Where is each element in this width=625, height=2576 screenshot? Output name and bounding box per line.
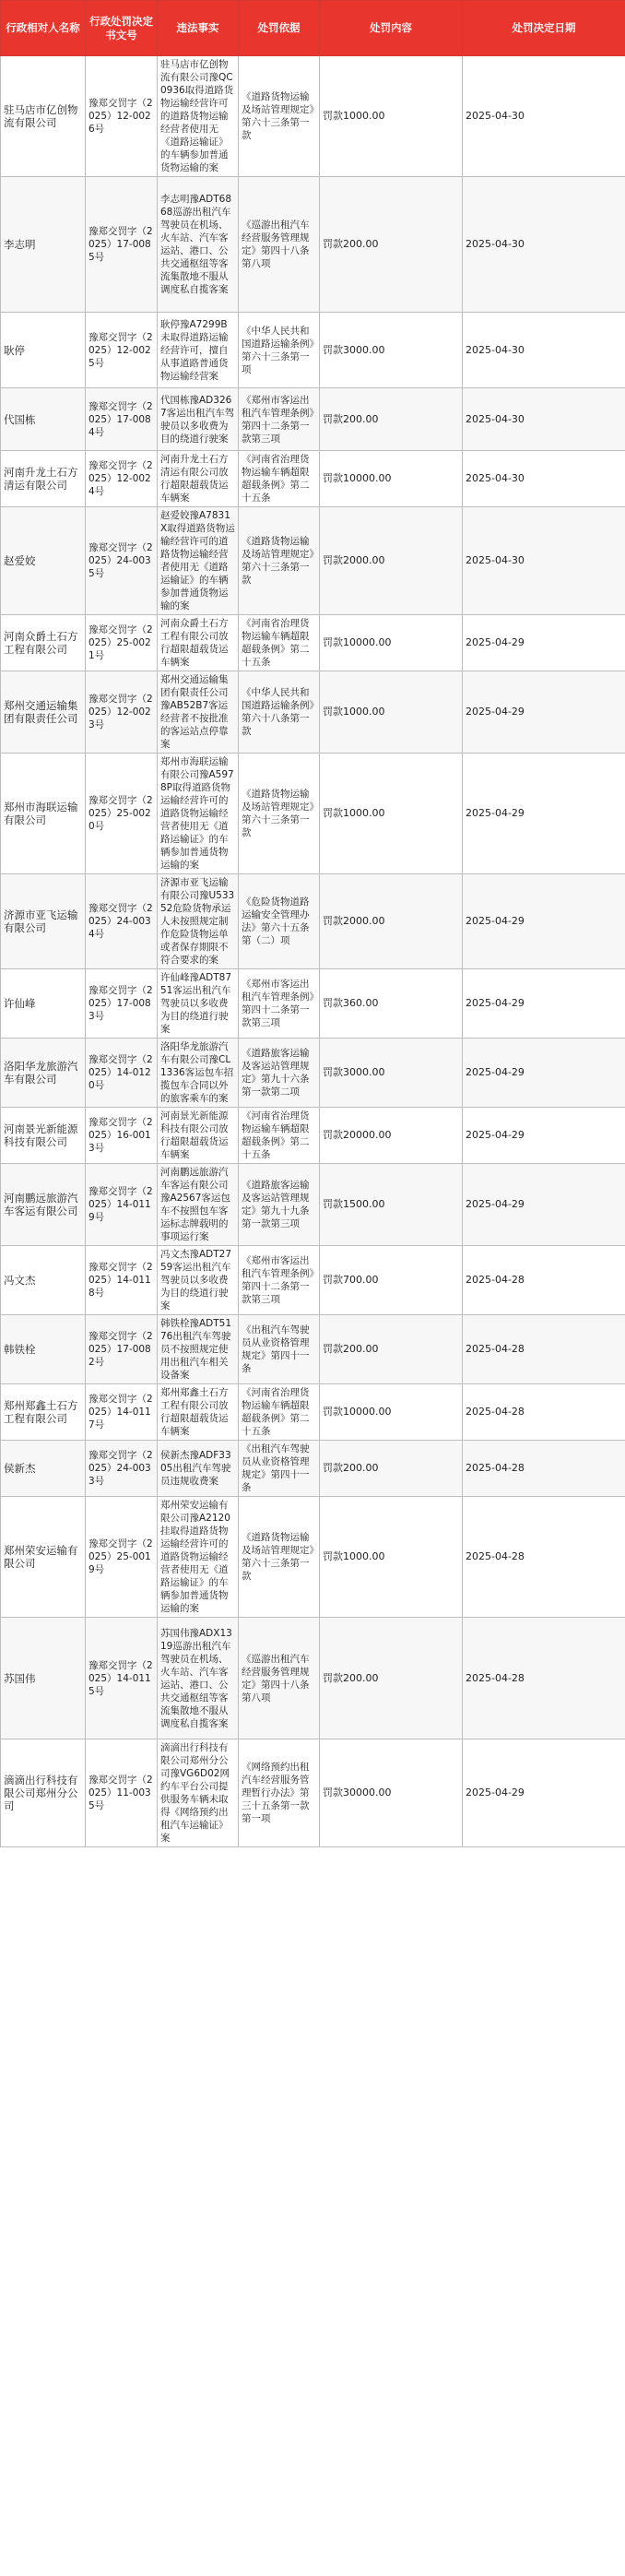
cell-fact: 郑州交通运输集团有限责任公司豫AB52B7客运经营者不按批准的客运站点停靠案 — [158, 671, 239, 754]
table-row — [1, 1497, 625, 1618]
cell-content: 罚款20000.00 — [320, 1108, 463, 1164]
cell-party: 滴滴出行科技有限公司郑州分公司 — [1, 1739, 86, 1847]
cell-basis: 《郑州市客运出租汽车管理条例》第四十二条第一款第三项 — [239, 1246, 320, 1315]
cell-fact: 河南景光新能源科技有限公司放行超限超载货运车辆案 — [158, 1108, 239, 1164]
cell-content: 罚款10000.00 — [320, 1384, 463, 1441]
cell-party: 郑州交通运输集团有限责任公司 — [1, 671, 86, 754]
table-row — [1, 671, 625, 754]
cell-party: 河南升龙土石方清运有限公司 — [1, 451, 86, 507]
table-row — [1, 1108, 625, 1164]
cell-fact: 苏国伟豫ADX1319巡游出租汽车驾驶员在机场、火车站、汽车客运站、港口、公共交通枢纽等客流集散地不服从调度私自揽客案 — [158, 1618, 239, 1739]
cell-doc-number: 豫郑交罚字（2025）11-0035号 — [86, 1739, 158, 1847]
cell-doc-number: 豫郑交罚字（2025）24-0035号 — [86, 507, 158, 615]
cell-basis: 《中华人民共和国道路运输条例》第六十八条第一款 — [239, 671, 320, 754]
cell-fact: 济源市亚飞运输有限公司豫U53352危险货物承运人未按照规定制作危险货物运单或者保存期限不符合要求的案 — [158, 874, 239, 969]
cell-party: 河南鹏远旅游汽车客运有限公司 — [1, 1164, 86, 1246]
header-fact: 违法事实 — [158, 1, 239, 56]
cell-date: 2025-04-30 — [463, 313, 625, 388]
table-row — [1, 1384, 625, 1441]
cell-date: 2025-04-28 — [463, 1618, 625, 1739]
cell-fact: 韩铁栓豫ADT5176出租汽车驾驶员不按照规定使用出租汽车相关设备案 — [158, 1315, 239, 1384]
cell-fact: 许仙峰豫ADT8751客运出租汽车驾驶员以多收费为目的绕道行驶案 — [158, 969, 239, 1039]
cell-doc-number: 豫郑交罚字（2025）14-0120号 — [86, 1039, 158, 1108]
table-row — [1, 969, 625, 1039]
cell-party: 冯文杰 — [1, 1246, 86, 1315]
cell-date: 2025-04-29 — [463, 1108, 625, 1164]
cell-doc-number: 豫郑交罚字（2025）12-0026号 — [86, 56, 158, 177]
cell-basis: 《道路旅客运输及客运站管理规定》第九十九条第一款第三项 — [239, 1164, 320, 1246]
cell-fact: 侯新杰豫ADF3305出租汽车驾驶员违规收费案 — [158, 1441, 239, 1497]
table-row — [1, 56, 625, 177]
cell-fact: 李志明豫ADT6868巡游出租汽车驾驶员在机场、火车站、汽车客运站、港口、公共交通枢纽等客流集散地不服从调度私自揽客案 — [158, 177, 239, 313]
cell-doc-number: 豫郑交罚字（2025）16-0013号 — [86, 1108, 158, 1164]
cell-fact: 耿停豫A7299B未取得道路运输经营许可，擅自从事道路普通货物运输经营案 — [158, 313, 239, 388]
cell-content: 罚款10000.00 — [320, 451, 463, 507]
cell-basis: 《郑州市客运出租汽车管理条例》第四十二条第一款第三项 — [239, 388, 320, 451]
cell-party: 郑州市海联运输有限公司 — [1, 754, 86, 874]
table-row — [1, 1739, 625, 1847]
cell-content: 罚款2000.00 — [320, 874, 463, 969]
cell-party: 侯新杰 — [1, 1441, 86, 1497]
cell-doc-number: 豫郑交罚字（2025）24-0034号 — [86, 874, 158, 969]
cell-content: 罚款1000.00 — [320, 754, 463, 874]
cell-basis: 《危险货物道路运输安全管理办法》第六十五条第（二）项 — [239, 874, 320, 969]
cell-party: 韩铁栓 — [1, 1315, 86, 1384]
table-row — [1, 1164, 625, 1246]
header-content: 处罚内容 — [320, 1, 463, 56]
cell-party: 河南景光新能源科技有限公司 — [1, 1108, 86, 1164]
cell-content: 罚款200.00 — [320, 1441, 463, 1497]
table-row — [1, 388, 625, 451]
cell-basis: 《河南省治理货物运输车辆超限超载条例》第二十五条 — [239, 1384, 320, 1441]
cell-date: 2025-04-28 — [463, 1315, 625, 1384]
cell-doc-number: 豫郑交罚字（2025）17-0082号 — [86, 1315, 158, 1384]
cell-basis: 《中华人民共和国道路运输条例》第六十三条第一项 — [239, 313, 320, 388]
cell-basis: 《道路货物运输及场站管理规定》第六十三条第一款 — [239, 56, 320, 177]
cell-content: 罚款2000.00 — [320, 507, 463, 615]
table-row — [1, 615, 625, 671]
cell-party: 代国栋 — [1, 388, 86, 451]
cell-party: 苏国伟 — [1, 1618, 86, 1739]
cell-fact: 郑州荣安运输有限公司豫A2120挂取得道路货物运输经营许可的道路货物运输经营者使用无《道路运输证》的车辆参加普通货物运输的案 — [158, 1497, 239, 1618]
table-row — [1, 1618, 625, 1739]
cell-fact: 河南升龙土石方清运有限公司放行超限超载货运车辆案 — [158, 451, 239, 507]
cell-basis: 《道路货物运输及场站管理规定》第六十三条第一款 — [239, 754, 320, 874]
cell-doc-number: 豫郑交罚字（2025）24-0033号 — [86, 1441, 158, 1497]
cell-date: 2025-04-29 — [463, 969, 625, 1039]
cell-content: 罚款1500.00 — [320, 1164, 463, 1246]
cell-party: 赵爱姣 — [1, 507, 86, 615]
table-row — [1, 1441, 625, 1497]
header-doc-number: 行政处罚决定书文号 — [86, 1, 158, 56]
cell-party: 洛阳华龙旅游汽车有限公司 — [1, 1039, 86, 1108]
cell-content: 罚款1000.00 — [320, 1497, 463, 1618]
cell-date: 2025-04-28 — [463, 1497, 625, 1618]
cell-basis: 《网络预约出租汽车经营服务管理暂行办法》第三十五条第一款第一项 — [239, 1739, 320, 1847]
cell-date: 2025-04-28 — [463, 1246, 625, 1315]
cell-party: 许仙峰 — [1, 969, 86, 1039]
cell-date: 2025-04-30 — [463, 177, 625, 313]
cell-date: 2025-04-28 — [463, 1384, 625, 1441]
cell-date: 2025-04-29 — [463, 1164, 625, 1246]
cell-doc-number: 豫郑交罚字（2025）17-0085号 — [86, 177, 158, 313]
cell-doc-number: 豫郑交罚字（2025）14-0118号 — [86, 1246, 158, 1315]
cell-party: 郑州郑鑫土石方工程有限公司 — [1, 1384, 86, 1441]
header-basis: 处罚依据 — [239, 1, 320, 56]
cell-date: 2025-04-29 — [463, 615, 625, 671]
cell-content: 罚款30000.00 — [320, 1739, 463, 1847]
cell-date: 2025-04-29 — [463, 754, 625, 874]
cell-fact: 冯文杰豫ADT2759客运出租汽车驾驶员以多收费为目的绕道行驶案 — [158, 1246, 239, 1315]
cell-basis: 《河南省治理货物运输车辆超限超载条例》第二十五条 — [239, 615, 320, 671]
cell-fact: 河南鹏远旅游汽车客运有限公司豫A2567客运包车不按照包车客运标志牌载明的事项运行案 — [158, 1164, 239, 1246]
cell-content: 罚款1000.00 — [320, 671, 463, 754]
table-row — [1, 874, 625, 969]
cell-fact: 河南众爵土石方工程有限公司放行超限超载货运车辆案 — [158, 615, 239, 671]
cell-content: 罚款360.00 — [320, 969, 463, 1039]
cell-content: 罚款3000.00 — [320, 1039, 463, 1108]
cell-doc-number: 豫郑交罚字（2025）25-0020号 — [86, 754, 158, 874]
cell-fact: 代国栋豫AD3267客运出租汽车驾驶员以多收费为目的绕道行驶案 — [158, 388, 239, 451]
cell-date: 2025-04-28 — [463, 1441, 625, 1497]
cell-doc-number: 豫郑交罚字（2025）12-0024号 — [86, 451, 158, 507]
cell-basis: 《出租汽车驾驶员从业资格管理规定》第四十一条 — [239, 1441, 320, 1497]
cell-doc-number: 豫郑交罚字（2025）14-0119号 — [86, 1164, 158, 1246]
cell-doc-number: 豫郑交罚字（2025）12-0025号 — [86, 313, 158, 388]
cell-content: 罚款200.00 — [320, 1618, 463, 1739]
table-row — [1, 507, 625, 615]
cell-date: 2025-04-30 — [463, 507, 625, 615]
cell-party: 济源市亚飞运输有限公司 — [1, 874, 86, 969]
table-row — [1, 451, 625, 507]
cell-party: 河南众爵土石方工程有限公司 — [1, 615, 86, 671]
cell-date: 2025-04-30 — [463, 451, 625, 507]
cell-doc-number: 豫郑交罚字（2025）14-0117号 — [86, 1384, 158, 1441]
cell-fact: 赵爱姣豫A7831X取得道路货物运输经营许可的道路货物运输经营者使用无《道路运输证》的车辆参加普通货物运输的案 — [158, 507, 239, 615]
cell-party: 李志明 — [1, 177, 86, 313]
cell-basis: 《河南省治理货物运输车辆超限超载条例》第二十五条 — [239, 451, 320, 507]
cell-fact: 郑州市海联运输有限公司豫A5978P取得道路货物运输经营许可的道路货物运输经营者使用无《道路运输证》的车辆参加普通货物运输的案 — [158, 754, 239, 874]
cell-content: 罚款700.00 — [320, 1246, 463, 1315]
cell-doc-number: 豫郑交罚字（2025）25-0019号 — [86, 1497, 158, 1618]
table-header-row — [1, 1, 625, 56]
cell-basis: 《道路货物运输及场站管理规定》第六十三条第一款 — [239, 507, 320, 615]
cell-fact: 洛阳华龙旅游汽车有限公司豫CL1336客运包车招揽包车合同以外的旅客乘车的案 — [158, 1039, 239, 1108]
cell-content: 罚款10000.00 — [320, 615, 463, 671]
cell-content: 罚款1000.00 — [320, 56, 463, 177]
cell-content: 罚款200.00 — [320, 1315, 463, 1384]
cell-basis: 《道路旅客运输及客运站管理规定》第九十六条第一款第二项 — [239, 1039, 320, 1108]
table-row — [1, 313, 625, 388]
cell-doc-number: 豫郑交罚字（2025）14-0115号 — [86, 1618, 158, 1739]
cell-basis: 《郑州市客运出租汽车管理条例》第四十二条第一款第三项 — [239, 969, 320, 1039]
cell-content: 罚款200.00 — [320, 177, 463, 313]
cell-doc-number: 豫郑交罚字（2025）17-0084号 — [86, 388, 158, 451]
cell-date: 2025-04-29 — [463, 874, 625, 969]
cell-date: 2025-04-29 — [463, 1739, 625, 1847]
cell-party: 耿停 — [1, 313, 86, 388]
table-row — [1, 1246, 625, 1315]
cell-content: 罚款3000.00 — [320, 313, 463, 388]
table-row — [1, 177, 625, 313]
cell-basis: 《巡游出租汽车经营服务管理规定》第四十八条第八项 — [239, 177, 320, 313]
header-party: 行政相对人名称 — [1, 1, 86, 56]
cell-basis: 《道路货物运输及场站管理规定》第六十三条第一款 — [239, 1497, 320, 1618]
cell-fact: 郑州郑鑫土石方工程有限公司放行超限超载货运车辆案 — [158, 1384, 239, 1441]
cell-party: 郑州荣安运输有限公司 — [1, 1497, 86, 1618]
cell-basis: 《出租汽车驾驶员从业资格管理规定》第四十一条 — [239, 1315, 320, 1384]
table-row — [1, 754, 625, 874]
cell-doc-number: 豫郑交罚字（2025）17-0083号 — [86, 969, 158, 1039]
table-row — [1, 1315, 625, 1384]
header-date: 处罚决定日期 — [463, 1, 625, 56]
cell-fact: 滴滴出行科技有限公司郑州分公司豫VG6D02网约车平台公司提供服务车辆未取得《网络预约出租汽车运输证》案 — [158, 1739, 239, 1847]
cell-party: 驻马店市亿创物流有限公司 — [1, 56, 86, 177]
cell-basis: 《河南省治理货物运输车辆超限超载条例》第二十五条 — [239, 1108, 320, 1164]
cell-date: 2025-04-29 — [463, 1039, 625, 1108]
table-row — [1, 1039, 625, 1108]
cell-date: 2025-04-30 — [463, 388, 625, 451]
cell-content: 罚款200.00 — [320, 388, 463, 451]
cell-doc-number: 豫郑交罚字（2025）25-0021号 — [86, 615, 158, 671]
cell-doc-number: 豫郑交罚字（2025）12-0023号 — [86, 671, 158, 754]
cell-date: 2025-04-29 — [463, 671, 625, 754]
cell-fact: 驻马店市亿创物流有限公司豫QC0936取得道路货物运输经营许可的道路货物运输经营者使用无《道路运输证》的车辆参加普通货物运输的案 — [158, 56, 239, 177]
cell-basis: 《巡游出租汽车经营服务管理规定》第四十八条第八项 — [239, 1618, 320, 1739]
cell-date: 2025-04-30 — [463, 56, 625, 177]
